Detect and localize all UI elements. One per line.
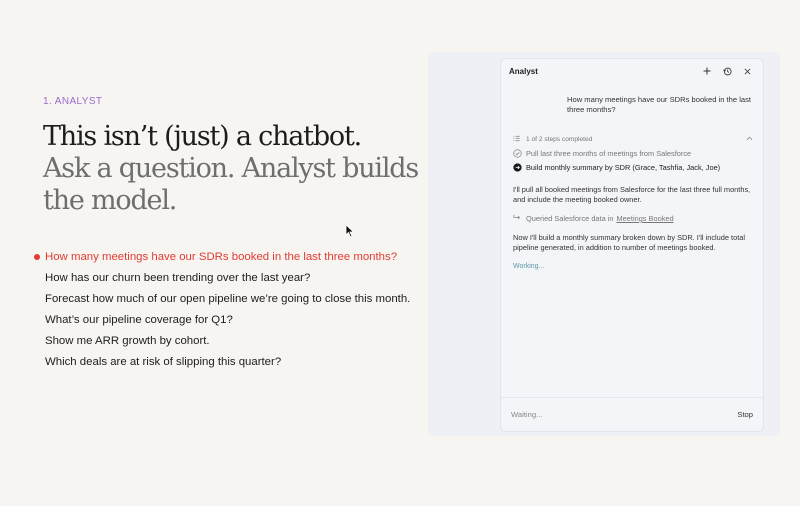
return-arrow-icon (513, 214, 521, 223)
step-label: Pull last three months of meetings from Salesforce (526, 148, 692, 158)
composer-input[interactable]: Waiting... (511, 410, 543, 419)
question-item[interactable] (34, 268, 434, 289)
question-text: How has our churn been trending over the last year? (45, 272, 311, 284)
tool-call-text: Queried Salesforce data in (526, 214, 614, 223)
meetings-booked-link[interactable]: Meetings Booked (616, 214, 674, 223)
active-dot-icon (34, 254, 40, 260)
section-eyebrow: 1. ANALYST (43, 96, 103, 107)
steps-status: 1 of 2 steps completed (526, 135, 593, 143)
panel-title: Analyst (509, 66, 538, 76)
close-icon[interactable] (739, 63, 755, 79)
steps-block (513, 133, 753, 173)
stop-button[interactable]: Stop (737, 410, 753, 419)
history-icon[interactable] (719, 63, 735, 79)
composer (501, 397, 763, 431)
mouse-pointer-icon (345, 224, 355, 243)
question-text: How many meetings have our SDRs booked in the last three months? (45, 251, 398, 263)
question-item[interactable] (34, 352, 434, 373)
assistant-message-1: I'll pull all booked meetings from Salesforce for the last three full months, and include the meeting booked owner. (513, 185, 751, 204)
assistant-message-2: Now I'll build a monthly summary broken down by SDR. I'll include total pipeline generated, in addition to number of meetings booked. (513, 233, 746, 252)
working-status: Working... (513, 263, 545, 270)
user-message: How many meetings have our SDRs booked in the last three months? (567, 95, 752, 114)
list-icon (513, 135, 520, 144)
step-item-done (513, 147, 753, 159)
arrow-circle-icon (513, 163, 522, 172)
question-item-active[interactable] (34, 247, 434, 268)
step-item-current (513, 161, 753, 173)
question-text: What’s our pipeline coverage for Q1? (45, 314, 233, 326)
question-text: Which deals are at risk of slipping this quarter? (45, 356, 282, 368)
question-text: Show me ARR growth by cohort. (45, 335, 210, 347)
plus-icon[interactable] (699, 63, 715, 79)
step-label: Build monthly summary by SDR (Grace, Tashfia, Jack, Joe) (526, 162, 721, 172)
question-item[interactable] (34, 289, 434, 310)
panel-header (501, 59, 763, 83)
chevron-up-icon[interactable] (746, 136, 753, 143)
tool-call-line (513, 214, 674, 223)
question-item[interactable] (34, 331, 434, 352)
check-circle-icon (513, 149, 522, 158)
example-questions-list (34, 247, 434, 373)
question-item[interactable] (34, 310, 434, 331)
headline-line-2: Ask a question. Analyst builds the model. (43, 153, 419, 216)
steps-header[interactable] (513, 133, 753, 145)
headline-line-1: This isn’t (just) a chatbot. (43, 121, 361, 152)
question-text: Forecast how much of our open pipeline we’re going to close this month. (45, 293, 411, 305)
analyst-panel (500, 58, 764, 432)
page-headline (43, 121, 423, 217)
